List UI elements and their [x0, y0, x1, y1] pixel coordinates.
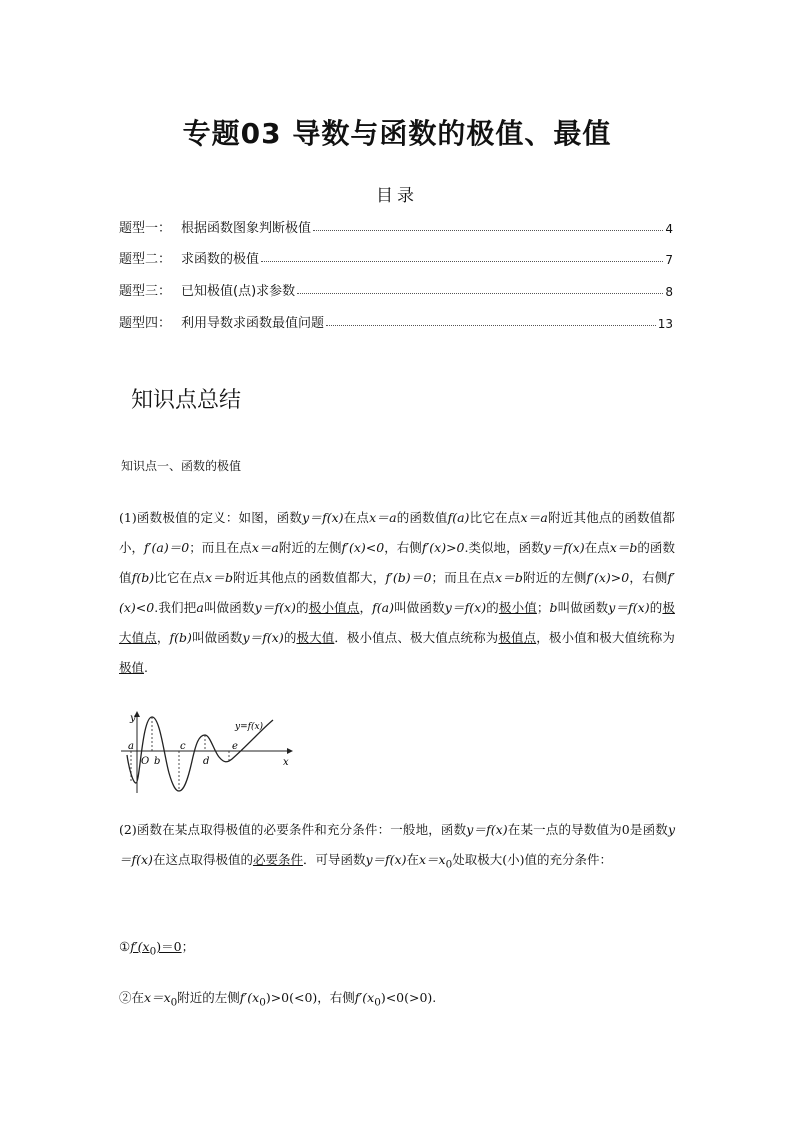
page-title: 专题03 导数与函数的极值、最值: [182, 117, 612, 150]
toc-entry-page: 8: [665, 285, 673, 299]
paragraph-extremum-definition: (1)函数极值的定义：如图，函数y＝f(x)在点x＝a的函数值f(a)比它在点x＝a附近其他点的函数值都小，f′(a)＝0；而且在点x＝a附近的左侧f′(x)<0，右侧f′(x)>0.类似地，函数y＝f(x)在点x＝b的函数值f(b)比它在点x＝b附近其他点的函数值都大，f′(b)＝0；而且在点x＝b附近的左侧f′(x)>0，右侧f′(x)<0.我们把a叫做函数y＝f(x)的极小值点，f(a)叫做函数y＝f(x)的极小值；b叫做函数y＝f(x)的极大值点，f(b)叫做函数y＝f(x)的极大值．极小值点、极大值点统称为极值点，极小值和极大值统称为极值.: [119, 510, 675, 675]
toc-entry-text: 利用导数求函数最值问题: [181, 316, 325, 331]
term-extremum-point: 极值点: [498, 630, 537, 645]
toc-entry-4[interactable]: [119, 311, 673, 331]
term-local-max-point: 极大值点: [119, 600, 675, 645]
toc-leader-dots: [313, 230, 663, 231]
toc-leader-dots: [297, 293, 663, 294]
point-label-e: e: [232, 741, 238, 752]
y-axis-label: y: [130, 713, 136, 724]
paragraph-extremum-conditions: (2)函数在某点取得极值的必要条件和充分条件：一般地，函数y＝f(x)在某一点的导数值为0是函数y＝f(x)在这点取得极值的必要条件．可导函数y＝f(x)在$x=x_0$处取极大(小)值的充分条件：: [119, 822, 675, 871]
toc-entry-type: 题型四：: [119, 316, 172, 331]
toc-entry-page: 13: [657, 317, 673, 331]
toc-entry-page: 7: [665, 253, 673, 267]
term-local-min-point: 极小值点: [308, 600, 360, 615]
toc-entry-text: 根据函数图象判断极值: [181, 221, 312, 236]
term-necessary-condition: 必要条件: [252, 852, 303, 867]
toc-entry-3[interactable]: [119, 279, 673, 299]
toc-entry-page: 4: [665, 222, 673, 236]
knowledge-point-title: 知识点一、函数的极值: [121, 459, 242, 473]
toc-entry-type: 题型一：: [119, 221, 172, 236]
condition-1: $①f'(x_0)=0$；: [119, 939, 195, 958]
toc-entry-type: 题型三：: [119, 284, 172, 299]
x-axis-arrow-icon: [287, 748, 293, 754]
term-extremum: 极值: [119, 660, 145, 675]
point-label-b: b: [154, 756, 161, 767]
origin-label: O: [141, 756, 150, 767]
toc-heading: 目录: [376, 186, 418, 206]
point-label-a: a: [128, 741, 134, 752]
toc-leader-dots: [326, 325, 656, 326]
point-label-c: c: [180, 741, 186, 752]
toc-entry-type: 题型二：: [119, 252, 172, 267]
point-label-d: d: [203, 756, 210, 767]
term-local-max-value: 极大值: [296, 630, 335, 645]
condition-2: ②在$x=x_0$附近的左侧$f'(x_0)>0(<0)$，右侧$f'(x_0)<0(>0)$.: [119, 990, 437, 1009]
x-axis-label: x: [283, 757, 289, 768]
curve-label: y=f(x): [235, 722, 264, 732]
term-local-min-value: 极小值: [498, 600, 537, 615]
section-heading: 知识点总结: [131, 388, 242, 413]
toc-entry-1[interactable]: [119, 216, 673, 236]
function-graph-figure: [119, 709, 293, 795]
toc-entry-text: 已知极值(点)求参数: [181, 284, 296, 299]
toc-entry-text: 求函数的极值: [181, 252, 260, 267]
toc-entry-2[interactable]: [119, 247, 673, 267]
toc-leader-dots: [261, 261, 663, 262]
